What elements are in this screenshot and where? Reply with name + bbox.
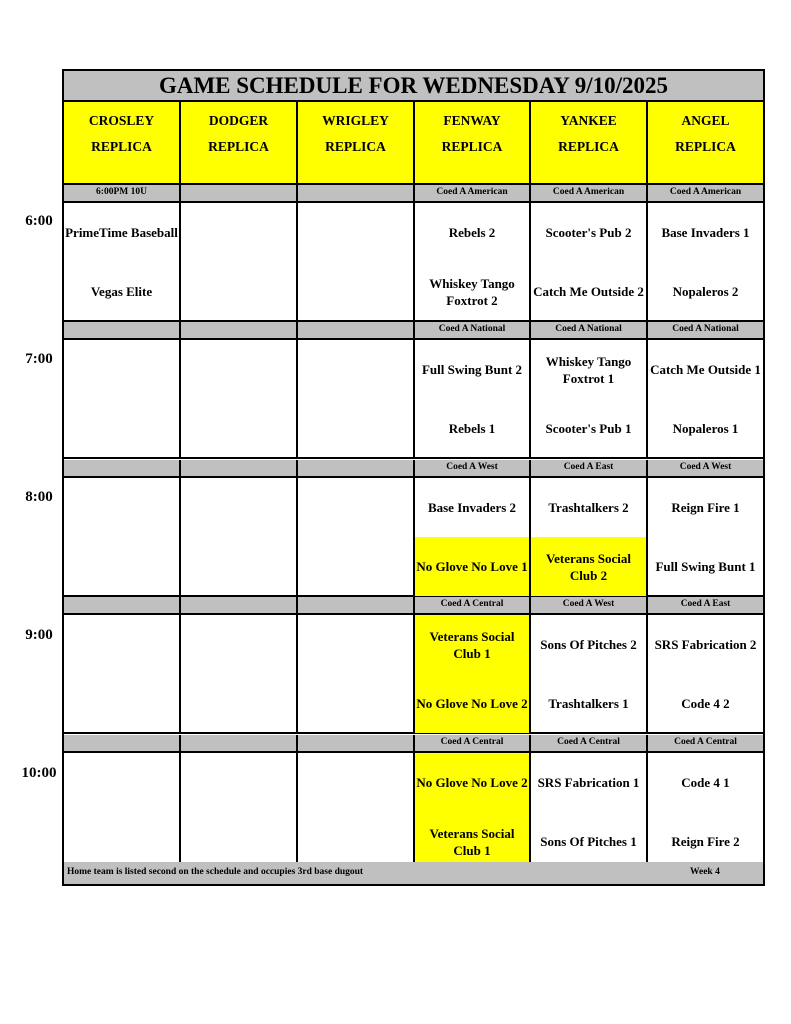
division-label: Coed A National <box>415 322 531 340</box>
field-name: CROSLEY <box>88 113 155 128</box>
division-label <box>181 322 298 340</box>
game-cell <box>64 340 181 459</box>
division-label <box>64 322 181 340</box>
field-type: REPLICA <box>91 139 152 154</box>
home-team: No Glove No Love 2 <box>415 674 529 733</box>
game-cell <box>531 753 648 872</box>
division-label: Coed A American <box>648 185 763 203</box>
game-cell <box>648 340 763 459</box>
game-cell <box>298 203 415 322</box>
footer-note: Home team is listed second on the schedule and occupies 3rd base dugout <box>67 867 364 877</box>
division-label <box>298 735 415 753</box>
away-team <box>298 340 413 399</box>
home-team: Veterans Social Club 1 <box>415 812 529 871</box>
away-team <box>64 615 179 674</box>
home-team <box>181 537 296 596</box>
game-cell <box>181 615 298 734</box>
home-team <box>181 262 296 321</box>
time-label: 10:00 <box>21 765 57 781</box>
division-label: Coed A East <box>531 460 648 478</box>
away-team: Trashtalkers 2 <box>548 500 629 515</box>
away-team <box>298 478 413 537</box>
home-team <box>181 399 296 458</box>
home-team: Code 4 2 <box>681 696 730 711</box>
away-team <box>181 203 296 262</box>
division-label: Coed A West <box>648 460 763 478</box>
away-team <box>181 340 296 399</box>
away-team <box>181 753 296 812</box>
home-team <box>64 399 179 458</box>
away-team <box>298 615 413 674</box>
away-team: SRS Fabrication 1 <box>537 775 640 790</box>
home-team: Veterans Social Club 2 <box>531 537 646 596</box>
game-cell <box>415 478 531 597</box>
game-cell <box>415 203 531 322</box>
home-team: Nopaleros 1 <box>672 421 739 436</box>
division-label: 6:00PM 10U <box>64 185 181 203</box>
away-team: Whiskey Tango Foxtrot 1 <box>545 353 632 386</box>
division-label: Coed A American <box>531 185 648 203</box>
game-cell <box>298 615 415 734</box>
away-team: PrimeTime Baseball <box>65 225 178 240</box>
time-label: 9:00 <box>25 627 53 643</box>
home-team <box>64 674 179 733</box>
home-team <box>64 537 179 596</box>
division-label: Coed A National <box>531 322 648 340</box>
division-label <box>64 460 181 478</box>
home-team: Reign Fire 2 <box>671 834 740 849</box>
game-cell <box>415 753 531 872</box>
week-label: Week 4 <box>690 867 720 877</box>
game-cell <box>531 615 648 734</box>
home-team <box>298 674 413 733</box>
away-team: Base Invaders 2 <box>427 500 517 515</box>
game-cell <box>648 753 763 872</box>
division-label: Coed A Central <box>415 735 531 753</box>
home-team <box>298 262 413 321</box>
division-label: Coed A Central <box>531 735 648 753</box>
home-team: Trashtalkers 1 <box>548 696 629 711</box>
field-type: REPLICA <box>325 139 386 154</box>
away-team: No Glove No Love 2 <box>415 753 529 812</box>
home-team: Vegas Elite <box>90 284 153 299</box>
away-team <box>64 478 179 537</box>
division-label: Coed A East <box>648 597 763 615</box>
away-team: Full Swing Bunt 2 <box>421 362 523 377</box>
away-team <box>181 615 296 674</box>
away-team: Base Invaders 1 <box>661 225 750 240</box>
division-label <box>181 735 298 753</box>
away-team: Reign Fire 1 <box>671 500 740 515</box>
division-label: Coed A West <box>415 460 531 478</box>
game-cell <box>648 478 763 597</box>
away-team <box>181 478 296 537</box>
field-header <box>648 102 763 185</box>
field-type: REPLICA <box>675 139 736 154</box>
game-cell <box>181 753 298 872</box>
field-name: DODGER <box>208 113 269 128</box>
game-cell <box>531 340 648 459</box>
away-team <box>298 753 413 812</box>
division-label: Coed A American <box>415 185 531 203</box>
game-cell <box>298 340 415 459</box>
field-name: YANKEE <box>560 113 617 128</box>
game-cell <box>181 478 298 597</box>
game-cell <box>415 615 531 734</box>
game-cell <box>64 615 181 734</box>
away-team <box>298 203 413 262</box>
field-name: ANGEL <box>681 113 730 128</box>
home-team <box>298 537 413 596</box>
division-label <box>298 185 415 203</box>
home-team: Full Swing Bunt 1 <box>655 559 756 574</box>
division-label: Coed A Central <box>415 597 531 615</box>
schedule-sheet <box>62 69 765 886</box>
away-team: Rebels 2 <box>448 225 496 240</box>
home-team <box>298 399 413 458</box>
away-team: Scooter's Pub 2 <box>545 225 632 240</box>
game-cell <box>415 340 531 459</box>
game-cell <box>298 753 415 872</box>
field-header <box>64 102 181 185</box>
away-team: Veterans Social Club 1 <box>415 615 529 674</box>
away-team <box>64 753 179 812</box>
page-title: GAME SCHEDULE FOR WEDNESDAY 9/10/2025 <box>64 71 763 102</box>
time-label: 8:00 <box>25 489 53 505</box>
game-cell <box>531 203 648 322</box>
game-cell <box>298 478 415 597</box>
game-cell <box>64 753 181 872</box>
division-label <box>64 597 181 615</box>
division-label <box>181 185 298 203</box>
time-label: 7:00 <box>25 351 53 367</box>
field-header <box>298 102 415 185</box>
field-name: WRIGLEY <box>322 113 389 128</box>
away-team <box>64 340 179 399</box>
division-label <box>298 460 415 478</box>
division-label: Coed A National <box>648 322 763 340</box>
game-cell <box>64 478 181 597</box>
home-team: Sons Of Pitches 1 <box>540 834 637 849</box>
field-type: REPLICA <box>441 139 503 154</box>
home-team: Catch Me Outside 2 <box>533 284 644 299</box>
field-name: FENWAY <box>443 113 501 128</box>
away-team: Code 4 1 <box>681 775 730 790</box>
away-team: Catch Me Outside 1 <box>650 362 761 377</box>
field-header <box>181 102 298 185</box>
footer-bar <box>64 862 763 884</box>
game-cell <box>181 203 298 322</box>
division-label <box>298 322 415 340</box>
division-label <box>64 735 181 753</box>
home-team: Rebels 1 <box>448 421 496 436</box>
time-label: 6:00 <box>25 213 53 229</box>
game-cell <box>648 203 763 322</box>
game-cell <box>64 203 181 322</box>
home-team: No Glove No Love 1 <box>415 537 529 596</box>
division-label: Coed A Central <box>648 735 763 753</box>
away-team: SRS Fabrication 2 <box>654 637 757 652</box>
division-label <box>181 597 298 615</box>
home-team: Scooter's Pub 1 <box>545 421 632 436</box>
game-cell <box>181 340 298 459</box>
division-label: Coed A West <box>531 597 648 615</box>
home-team: Whiskey Tango Foxtrot 2 <box>429 275 515 308</box>
away-team: Sons Of Pitches 2 <box>540 637 637 652</box>
division-label <box>181 460 298 478</box>
field-header <box>531 102 648 185</box>
field-header <box>415 102 531 185</box>
game-cell <box>531 478 648 597</box>
division-label <box>298 597 415 615</box>
field-type: REPLICA <box>208 139 269 154</box>
field-type: REPLICA <box>558 139 619 154</box>
game-cell <box>648 615 763 734</box>
home-team: Nopaleros 2 <box>672 284 739 299</box>
home-team <box>181 674 296 733</box>
